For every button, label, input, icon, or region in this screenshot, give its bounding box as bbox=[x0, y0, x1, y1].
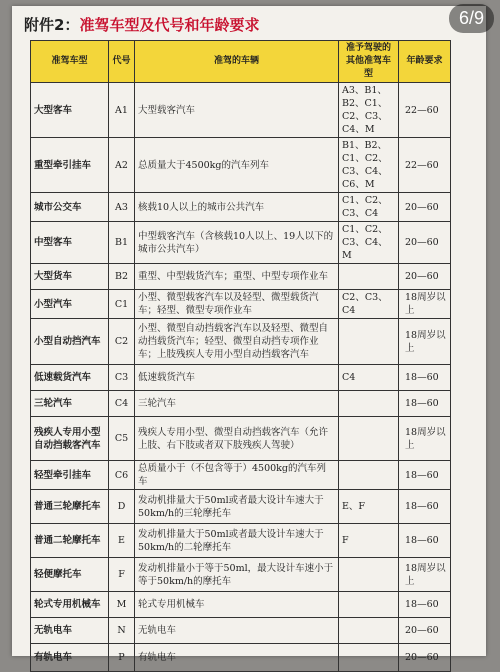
cell-age: 22—60 bbox=[399, 83, 451, 138]
cell-vehicle: 发动机排量小于等于50ml，最大设计车速小于等于50km/h的摩托车 bbox=[135, 558, 339, 592]
cell-code: M bbox=[109, 592, 135, 618]
cell-code: N bbox=[109, 618, 135, 644]
cell-vehicle: 无轨电车 bbox=[135, 618, 339, 644]
col-header-type: 准驾车型 bbox=[31, 41, 109, 83]
cell-other: E、F bbox=[339, 490, 399, 524]
cell-vehicle: 重型、中型载货汽车；重型、中型专项作业车 bbox=[135, 264, 339, 290]
cell-code: C1 bbox=[109, 290, 135, 319]
cell-vehicle: 小型、微型载客汽车以及轻型、微型载货汽车；轻型、微型专项作业车 bbox=[135, 290, 339, 319]
cell-other: F bbox=[339, 524, 399, 558]
page-indicator: 6/9 bbox=[449, 4, 494, 33]
cell-age: 20—60 bbox=[399, 193, 451, 222]
cell-type: 轻型牵引挂车 bbox=[31, 461, 109, 490]
table-row bbox=[31, 417, 451, 461]
document-page bbox=[12, 6, 486, 663]
cell-vehicle: 总质量大于4500kg的汽车列车 bbox=[135, 138, 339, 193]
cell-vehicle: 有轨电车 bbox=[135, 644, 339, 672]
cell-vehicle: 轮式专用机械车 bbox=[135, 592, 339, 618]
cell-type: 大型客车 bbox=[31, 83, 109, 138]
cell-vehicle: 残疾人专用小型、微型自动挡载客汽车（允许上肢、右下肢或者双下肢残疾人驾驶） bbox=[135, 417, 339, 461]
table-row bbox=[31, 319, 451, 365]
cell-code: A2 bbox=[109, 138, 135, 193]
cell-type: 有轨电车 bbox=[31, 644, 109, 672]
cell-other bbox=[339, 391, 399, 417]
cell-type: 大型货车 bbox=[31, 264, 109, 290]
cell-other bbox=[339, 618, 399, 644]
cell-age: 20—60 bbox=[399, 222, 451, 264]
cell-age: 18周岁以上 bbox=[399, 558, 451, 592]
cell-type: 轮式专用机械车 bbox=[31, 592, 109, 618]
cell-age: 20—60 bbox=[399, 618, 451, 644]
table-header-row bbox=[31, 41, 451, 83]
cell-code: A3 bbox=[109, 193, 135, 222]
table-row bbox=[31, 592, 451, 618]
cell-age: 18周岁以上 bbox=[399, 290, 451, 319]
cell-code: A1 bbox=[109, 83, 135, 138]
cell-other bbox=[339, 592, 399, 618]
cell-vehicle: 中型载客汽车（含核载10人以上、19人以下的城市公共汽车） bbox=[135, 222, 339, 264]
cell-other bbox=[339, 264, 399, 290]
cell-code: C5 bbox=[109, 417, 135, 461]
table-row bbox=[31, 391, 451, 417]
title-main: 准驾车型及代号和年龄要求 bbox=[79, 16, 260, 34]
table-row bbox=[31, 461, 451, 490]
col-header-other: 准予驾驶的其他准驾车型 bbox=[339, 41, 399, 83]
cell-other: C4 bbox=[339, 365, 399, 391]
table-row bbox=[31, 290, 451, 319]
cell-other bbox=[339, 461, 399, 490]
cell-other: C2、C3、C4 bbox=[339, 290, 399, 319]
cell-code: D bbox=[109, 490, 135, 524]
table-row bbox=[31, 558, 451, 592]
cell-code: B2 bbox=[109, 264, 135, 290]
cell-code: C3 bbox=[109, 365, 135, 391]
table-row bbox=[31, 365, 451, 391]
cell-other: B1、B2、C1、C2、C3、C4、C6、M bbox=[339, 138, 399, 193]
table-row bbox=[31, 222, 451, 264]
cell-type: 小型自动挡汽车 bbox=[31, 319, 109, 365]
cell-type: 普通三轮摩托车 bbox=[31, 490, 109, 524]
cell-code: E bbox=[109, 524, 135, 558]
cell-vehicle: 总质量小于（不包含等于）4500kg的汽车列车 bbox=[135, 461, 339, 490]
col-header-vehicle: 准驾的车辆 bbox=[135, 41, 339, 83]
table-row bbox=[31, 193, 451, 222]
cell-type: 无轨电车 bbox=[31, 618, 109, 644]
cell-age: 18—60 bbox=[399, 524, 451, 558]
table-row bbox=[31, 490, 451, 524]
cell-vehicle: 大型载客汽车 bbox=[135, 83, 339, 138]
cell-type: 轻便摩托车 bbox=[31, 558, 109, 592]
cell-type: 重型牵引挂车 bbox=[31, 138, 109, 193]
cell-age: 18周岁以上 bbox=[399, 319, 451, 365]
cell-age: 20—60 bbox=[399, 264, 451, 290]
cell-vehicle: 低速载货汽车 bbox=[135, 365, 339, 391]
cell-type: 城市公交车 bbox=[31, 193, 109, 222]
cell-other bbox=[339, 558, 399, 592]
page-title bbox=[24, 14, 259, 35]
cell-type: 残疾人专用小型自动挡载客汽车 bbox=[31, 417, 109, 461]
cell-code: B1 bbox=[109, 222, 135, 264]
cell-other bbox=[339, 417, 399, 461]
col-header-age: 年龄要求 bbox=[399, 41, 451, 83]
cell-vehicle: 核载10人以上的城市公共汽车 bbox=[135, 193, 339, 222]
table-row bbox=[31, 83, 451, 138]
cell-age: 22—60 bbox=[399, 138, 451, 193]
cell-other bbox=[339, 319, 399, 365]
cell-age: 18—60 bbox=[399, 490, 451, 524]
table-row bbox=[31, 138, 451, 193]
table-row bbox=[31, 644, 451, 672]
cell-code: C4 bbox=[109, 391, 135, 417]
cell-type: 三轮汽车 bbox=[31, 391, 109, 417]
cell-type: 普通二轮摩托车 bbox=[31, 524, 109, 558]
cell-vehicle: 三轮汽车 bbox=[135, 391, 339, 417]
cell-age: 18—60 bbox=[399, 391, 451, 417]
license-class-table bbox=[30, 40, 451, 672]
cell-other: C1、C2、C3、C4、M bbox=[339, 222, 399, 264]
cell-age: 20—60 bbox=[399, 644, 451, 672]
cell-code: C2 bbox=[109, 319, 135, 365]
cell-type: 小型汽车 bbox=[31, 290, 109, 319]
cell-other: C1、C2、C3、C4 bbox=[339, 193, 399, 222]
cell-vehicle: 发动机排量大于50ml或者最大设计车速大于50km/h的三轮摩托车 bbox=[135, 490, 339, 524]
cell-other: A3、B1、B2、C1、C2、C3、C4、M bbox=[339, 83, 399, 138]
table-row bbox=[31, 264, 451, 290]
cell-age: 18—60 bbox=[399, 461, 451, 490]
cell-age: 18周岁以上 bbox=[399, 417, 451, 461]
cell-code: F bbox=[109, 558, 135, 592]
cell-age: 18—60 bbox=[399, 592, 451, 618]
col-header-code: 代号 bbox=[109, 41, 135, 83]
cell-vehicle: 发动机排量大于50ml或者最大设计车速大于50km/h的二轮摩托车 bbox=[135, 524, 339, 558]
cell-type: 中型客车 bbox=[31, 222, 109, 264]
table-row bbox=[31, 618, 451, 644]
title-prefix: 附件2： bbox=[24, 16, 80, 34]
table-row bbox=[31, 524, 451, 558]
cell-vehicle: 小型、微型自动挡载客汽车以及轻型、微型自动挡载货汽车；轻型、微型自动挡专项作业车；上肢残疾人专用小型自动挡载客汽车 bbox=[135, 319, 339, 365]
cell-code: P bbox=[109, 644, 135, 672]
cell-other bbox=[339, 644, 399, 672]
cell-code: C6 bbox=[109, 461, 135, 490]
cell-age: 18—60 bbox=[399, 365, 451, 391]
cell-type: 低速载货汽车 bbox=[31, 365, 109, 391]
